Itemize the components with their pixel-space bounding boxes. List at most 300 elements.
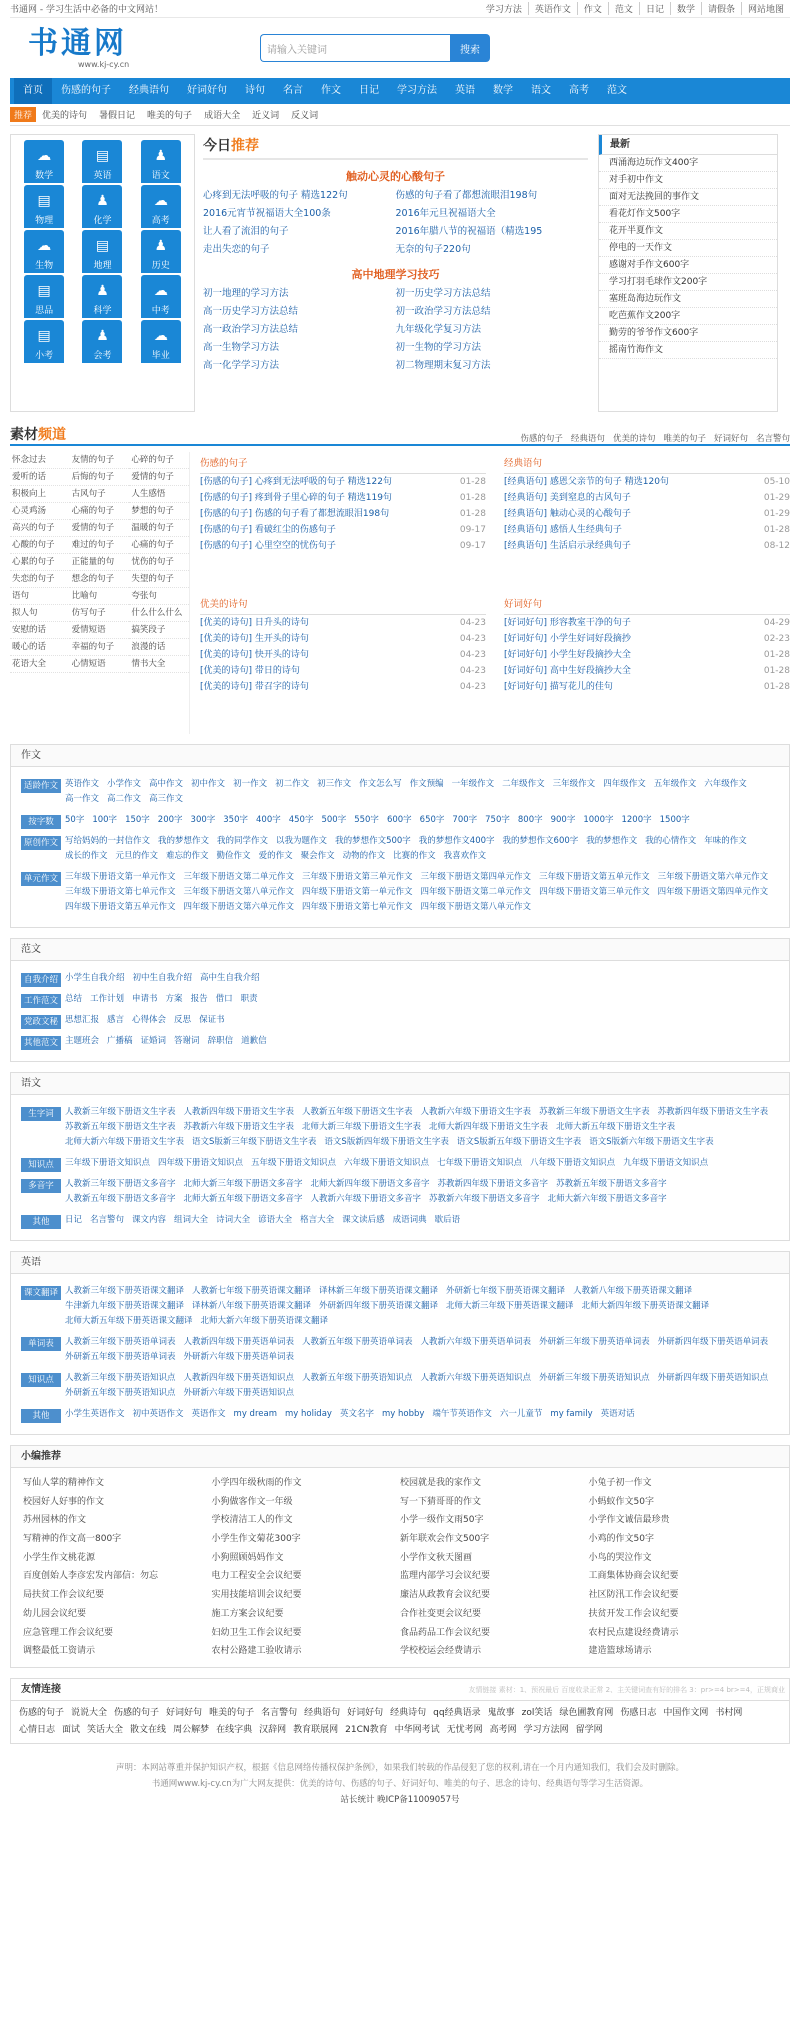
subject-tile[interactable]	[75, 319, 129, 364]
category-link[interactable]: 苏教新六年级下册语文多音字	[429, 1194, 540, 1204]
top-link[interactable]: 数学	[670, 2, 701, 15]
recommend-link[interactable]: 食品药品工作会议纪要	[400, 1627, 491, 1638]
category-link[interactable]: 四年级下册语文第七单元作文	[302, 902, 413, 912]
recommend-link[interactable]: 校园好人好事的作文	[23, 1496, 105, 1507]
category-link[interactable]: 组词大全	[174, 1215, 209, 1225]
word-link[interactable]: 失恋的句子	[10, 571, 70, 588]
category-link[interactable]: 作文预编	[409, 779, 444, 789]
nav-item[interactable]: 名言	[283, 85, 303, 96]
subject-tile[interactable]	[17, 184, 71, 229]
footer-icp[interactable]: 站长统计 晚ICP备11009057号	[340, 1794, 460, 1805]
category-link[interactable]: 小学作文	[107, 779, 142, 789]
category-link[interactable]: 初三作文	[317, 779, 352, 789]
category-link[interactable]: 一年级作文	[451, 779, 495, 789]
category-link[interactable]: 谚语大全	[258, 1215, 293, 1225]
category-link[interactable]: 100字	[92, 815, 118, 825]
word-link[interactable]: 温暖的句子	[129, 520, 189, 537]
category-link[interactable]: 成语词典	[392, 1215, 427, 1225]
today-link[interactable]: 走出失恋的句子	[203, 244, 270, 255]
recommend-link[interactable]: 校园就是我的家作文	[400, 1478, 482, 1488]
sub-nav-item[interactable]: 唯美的句子	[147, 111, 193, 121]
category-link[interactable]: 反思	[174, 1015, 192, 1025]
recommend-link[interactable]: 百度创始人李彦宏发内部信：勿忘	[23, 1571, 159, 1582]
today-link[interactable]: 心疼到无法呼吸的句子 精选122句	[203, 190, 348, 201]
category-link[interactable]: 人教新五年级下册英语单词表	[302, 1337, 413, 1347]
friend-link[interactable]: 学习方法网	[523, 1724, 569, 1735]
word-link[interactable]: 情书大全	[129, 656, 189, 673]
friend-link[interactable]: 绿色圃教育网	[559, 1707, 614, 1718]
category-tag[interactable]: 适龄作文	[21, 779, 61, 793]
category-tag[interactable]: 知识点	[21, 1373, 61, 1387]
nav-item[interactable]: 数学	[493, 85, 513, 96]
friend-link[interactable]: 伤感的句子	[114, 1707, 160, 1718]
today-heading-2[interactable]: 高中地理学习技巧	[351, 268, 440, 281]
category-tag[interactable]: 按字数	[21, 815, 61, 829]
category-link[interactable]: 苏教新三年级下册语文生字表	[539, 1107, 650, 1117]
subject-tile[interactable]	[75, 184, 129, 229]
today-link[interactable]: 高一化学学习方法	[203, 360, 280, 371]
category-link[interactable]: 英语作文	[191, 1409, 226, 1419]
category-tag[interactable]: 党政文秘	[21, 1015, 61, 1029]
friend-link[interactable]: 散文在线	[130, 1724, 167, 1735]
nav-item[interactable]: 伤感的句子	[61, 85, 111, 96]
material-link[interactable]: [伤感的句子] 心里空空的忧伤句子	[200, 541, 336, 551]
today-link[interactable]: 2016年腊八节的祝福语（精选195	[395, 226, 543, 237]
category-link[interactable]: 六年级下册语文知识点	[344, 1158, 430, 1168]
category-link[interactable]: 四年级下册语文第一单元作文	[302, 887, 413, 897]
category-link[interactable]: 人教新三年级下册英语知识点	[65, 1373, 176, 1383]
material-link[interactable]: [伤感的句子] 疼到骨子里心碎的句子 精选119句	[200, 493, 392, 503]
word-link[interactable]: 难过的句子	[70, 537, 130, 554]
category-link[interactable]: 聚会作文	[300, 851, 335, 861]
category-link[interactable]: 人教新四年级下册英语单词表	[183, 1337, 295, 1347]
category-link[interactable]: 200字	[157, 815, 183, 825]
subject-tile[interactable]	[17, 319, 71, 364]
word-link[interactable]: 夸张句	[129, 588, 189, 605]
category-link[interactable]: 人教新三年级下册英语课文翻译	[65, 1286, 185, 1296]
category-tag[interactable]: 其他	[21, 1409, 61, 1423]
category-link[interactable]: 人教新八年级下册英语课文翻译	[573, 1286, 693, 1296]
category-link[interactable]: 元旦的作文	[115, 851, 159, 861]
nav-item[interactable]: 日记	[359, 85, 379, 96]
category-link[interactable]: 苏教新六年级下册语文生字表	[183, 1122, 295, 1132]
category-link[interactable]: 1500字	[659, 815, 690, 825]
today-link[interactable]: 高一生物学习方法	[203, 342, 280, 353]
category-link[interactable]: 年味的作文	[704, 836, 747, 846]
category-link[interactable]: 人教新三年级下册语文多音字	[65, 1179, 176, 1189]
category-link[interactable]: 职责	[240, 994, 258, 1004]
top-link[interactable]: 学习方法	[485, 5, 522, 15]
friend-link[interactable]: 高考网	[489, 1724, 517, 1735]
today-link[interactable]: 2016元宵节祝福语大全100条	[203, 208, 331, 219]
recommend-link[interactable]: 小学四年级秋雨的作文	[211, 1478, 302, 1488]
recommend-link[interactable]: 小鸟的哭泣作文	[588, 1552, 652, 1563]
category-link[interactable]: 四年级下册语文知识点	[158, 1158, 244, 1168]
category-link[interactable]: 译林新三年级下册英语课文翻译	[319, 1286, 439, 1296]
category-link[interactable]: 以我为题作文	[276, 836, 328, 846]
recommend-link[interactable]: 应急管理工作会议纪要	[23, 1627, 114, 1638]
today-link[interactable]: 初一生物的学习方法	[395, 342, 482, 353]
category-link[interactable]: 证婚词	[140, 1036, 167, 1046]
category-link[interactable]: 人教新六年级下册语文多音字	[310, 1194, 422, 1204]
category-link[interactable]: 800字	[517, 815, 543, 825]
category-tag[interactable]: 课文翻译	[21, 1286, 61, 1300]
category-link[interactable]: 我的梦想作文600字	[502, 836, 579, 846]
material-block-title[interactable]: 经典语句	[504, 454, 790, 474]
category-link[interactable]: 北师大新六年级下册英语课文翻译	[200, 1316, 329, 1326]
category-link[interactable]: 三年级作文	[552, 779, 596, 789]
latest-item[interactable]: 花开半夏作文	[599, 223, 777, 240]
word-link[interactable]: 想念的句子	[70, 571, 130, 588]
category-link[interactable]: 北师大新五年级下册语文多音字	[183, 1194, 303, 1204]
recommend-link[interactable]: 小学作文诚信最珍贵	[588, 1515, 670, 1526]
recommend-link[interactable]: 苏州园林的作文	[23, 1515, 87, 1526]
category-link[interactable]: 格言大全	[300, 1215, 335, 1225]
category-link[interactable]: 900字	[550, 815, 576, 825]
material-link[interactable]: [经典语句] 生活启示录经典句子	[504, 541, 631, 551]
friend-link[interactable]: 无忧考网	[446, 1724, 483, 1735]
category-link[interactable]: 三年级下册语文第二单元作文	[183, 872, 295, 882]
category-link[interactable]: 小学生自我介绍	[65, 973, 125, 983]
friend-link[interactable]: 说说大全	[71, 1707, 108, 1718]
category-link[interactable]: 感言	[107, 1015, 125, 1025]
category-link[interactable]: 语文S版新四年级下册语文生字表	[324, 1137, 449, 1147]
material-link[interactable]: [优美的诗句] 生开头的诗句	[200, 634, 309, 644]
top-link[interactable]: 网站地图	[741, 2, 790, 15]
category-link[interactable]: 方案	[165, 994, 183, 1004]
category-link[interactable]: 初中生自我介绍	[132, 973, 193, 983]
word-link[interactable]: 心情短语	[70, 656, 130, 673]
category-link[interactable]: 外研新三年级下册英语知识点	[539, 1373, 650, 1383]
category-link[interactable]: 课文内容	[132, 1215, 167, 1225]
material-link[interactable]: [好词好句] 高中生好段摘抄大全	[504, 666, 631, 676]
friend-link[interactable]: 经典诗句	[390, 1707, 427, 1718]
subject-tile[interactable]	[134, 229, 188, 274]
word-link[interactable]: 暖心的话	[10, 639, 70, 656]
word-link[interactable]: 幸福的句子	[70, 639, 130, 656]
category-link[interactable]: 1000字	[583, 815, 614, 825]
material-link[interactable]: [优美的诗句] 快开头的诗句	[200, 650, 309, 660]
material-link[interactable]: 经典语句	[570, 434, 605, 444]
material-block-title[interactable]: 好词好句	[504, 595, 790, 615]
word-link[interactable]: 心酸的句子	[10, 537, 70, 554]
recommend-link[interactable]: 学校校运会经费请示	[400, 1646, 482, 1657]
subject-tile[interactable]	[17, 229, 71, 274]
category-tag[interactable]: 其他范文	[21, 1036, 61, 1050]
category-link[interactable]: 四年级下册语文第八单元作文	[420, 902, 532, 912]
today-link[interactable]: 初二物理期末复习方法	[395, 360, 491, 371]
today-link[interactable]: 伤感的句子看了都想流眼泪198句	[395, 190, 538, 201]
today-link[interactable]: 初一政治学习方法总结	[395, 306, 491, 317]
recommend-link[interactable]: 工商集体协商会议纪要	[588, 1571, 679, 1582]
word-link[interactable]: 怀念过去	[10, 452, 70, 469]
material-link[interactable]: [好词好句] 描写花儿的佳句	[504, 682, 613, 692]
material-link[interactable]: [优美的诗句] 日升头的诗句	[200, 618, 309, 628]
material-link[interactable]: [优美的诗句] 带召字的诗句	[200, 682, 309, 692]
recommend-link[interactable]: 实用技能培训会议纪要	[211, 1590, 302, 1601]
category-link[interactable]: 三年级下册语文第四单元作文	[420, 872, 532, 882]
category-link[interactable]: 三年级下册语文第三单元作文	[302, 872, 413, 882]
category-link[interactable]: 牛津新九年级下册英语课文翻译	[65, 1301, 185, 1311]
friend-link[interactable]: qq经典语录	[433, 1707, 481, 1718]
friend-link[interactable]: 伤感日志	[620, 1707, 657, 1718]
word-link[interactable]: 花语大全	[10, 656, 70, 673]
latest-item[interactable]: 面对无法挽回的事作文	[599, 189, 777, 206]
category-link[interactable]: 五年级作文	[653, 779, 697, 789]
category-link[interactable]: 英语对话	[600, 1409, 635, 1419]
friend-link[interactable]: 好词好句	[166, 1707, 203, 1718]
nav-item[interactable]: 作文	[321, 85, 341, 96]
material-link[interactable]: [好词好句] 小学生好段摘抄大全	[504, 650, 631, 660]
category-link[interactable]: 动物的作文	[342, 851, 386, 861]
sub-nav-item[interactable]: 暑假日记	[99, 111, 136, 121]
category-link[interactable]: 初中作文	[191, 779, 226, 789]
friend-link[interactable]: 中国作文网	[663, 1707, 709, 1718]
word-link[interactable]: 古风句子	[70, 486, 130, 503]
category-link[interactable]: 英文名字	[339, 1409, 374, 1419]
category-link[interactable]: 650字	[419, 815, 445, 825]
category-link[interactable]: 难忘的作文	[166, 851, 209, 861]
category-link[interactable]: 五年级下册语文知识点	[251, 1158, 337, 1168]
category-tag[interactable]: 单词表	[21, 1337, 61, 1351]
nav-item[interactable]: 经典语句	[129, 85, 169, 96]
category-link[interactable]: 勤俭作文	[216, 851, 251, 861]
category-link[interactable]: 三年级下册语文第五单元作文	[539, 872, 650, 882]
word-link[interactable]: 爱情的句子	[129, 469, 189, 486]
recommend-link[interactable]: 新年联欢会作文500字	[400, 1534, 490, 1545]
sub-nav-item[interactable]: 近义词	[252, 111, 280, 121]
category-link[interactable]: 作文怎么写	[359, 779, 402, 789]
word-link[interactable]: 浪漫的话	[129, 639, 189, 656]
subject-tile[interactable]	[17, 139, 71, 184]
word-link[interactable]: 人生感悟	[129, 486, 189, 503]
recommend-link[interactable]: 小学作文秋天图画	[400, 1552, 473, 1563]
material-link[interactable]: 唯美的句子	[663, 434, 706, 444]
material-link[interactable]: [优美的诗句] 带日的诗句	[200, 666, 300, 676]
category-link[interactable]: 三年级下册语文第一单元作文	[65, 872, 176, 882]
category-link[interactable]: my holiday	[284, 1409, 332, 1419]
category-link[interactable]: 报告	[190, 994, 208, 1004]
category-link[interactable]: 爱的作文	[258, 851, 293, 861]
search-button[interactable]: 搜索	[450, 34, 490, 62]
word-link[interactable]: 友情的句子	[70, 452, 130, 469]
category-link[interactable]: 人教新五年级下册语文生字表	[302, 1107, 413, 1117]
word-link[interactable]: 后悔的句子	[70, 469, 130, 486]
subject-tile[interactable]	[134, 319, 188, 364]
category-link[interactable]: 初二作文	[275, 779, 310, 789]
recommend-link[interactable]: 小狗照顾妈妈作文	[211, 1552, 284, 1563]
category-link[interactable]: 北师大新四年级下册语文多音字	[310, 1179, 430, 1189]
category-link[interactable]: 工作计划	[90, 994, 125, 1004]
category-link[interactable]: 人教新六年级下册英语单词表	[420, 1337, 532, 1347]
recommend-link[interactable]: 调整最低工资请示	[23, 1646, 96, 1657]
category-link[interactable]: 300字	[190, 815, 216, 825]
material-link[interactable]: 名言警句	[755, 434, 790, 444]
recommend-link[interactable]: 小学一级作文雨50字	[400, 1515, 484, 1526]
word-link[interactable]: 语句	[10, 588, 70, 605]
subject-tile[interactable]	[75, 229, 129, 274]
today-link[interactable]: 无奈的句子220句	[395, 244, 471, 255]
category-tag[interactable]: 原创作文	[21, 836, 61, 850]
category-link[interactable]: 语文S版新五年级下册语文生字表	[456, 1137, 582, 1147]
subject-tile[interactable]	[75, 139, 129, 184]
today-link[interactable]: 高一政治学习方法总结	[203, 324, 299, 335]
category-link[interactable]: 外研新四年级下册英语课文翻译	[319, 1301, 439, 1311]
recommend-link[interactable]: 农村公路建工验收请示	[211, 1646, 302, 1657]
category-link[interactable]: 高中生自我介绍	[200, 973, 260, 983]
friend-link[interactable]: 中华网考试	[394, 1724, 440, 1735]
category-tag[interactable]: 自我介绍	[21, 973, 61, 987]
word-link[interactable]: 什么什么什么	[129, 605, 189, 622]
friend-link[interactable]: 经典语句	[304, 1707, 341, 1718]
category-link[interactable]: 人教新六年级下册语文生字表	[420, 1107, 532, 1117]
category-link[interactable]: 1200字	[621, 815, 652, 825]
category-link[interactable]: 350字	[223, 815, 248, 825]
friend-link[interactable]: zol笑话	[521, 1707, 553, 1718]
category-link[interactable]: 主题班会	[65, 1036, 100, 1046]
category-link[interactable]: 外研新六年级下册英语单词表	[183, 1352, 295, 1362]
recommend-link[interactable]: 写仙人掌的精神作文	[23, 1478, 105, 1488]
latest-item[interactable]: 停电的一天作文	[599, 240, 777, 257]
category-link[interactable]: 苏教新四年级下册语文多音字	[437, 1179, 549, 1189]
nav-item[interactable]: 高考	[569, 85, 589, 96]
category-link[interactable]: 苏教新五年级下册语文生字表	[65, 1122, 176, 1132]
word-link[interactable]: 心累的句子	[10, 554, 70, 571]
category-link[interactable]: 日记	[65, 1215, 83, 1225]
subject-tile[interactable]	[134, 274, 188, 319]
category-link[interactable]: 450字	[288, 815, 314, 825]
category-link[interactable]: 600字	[386, 815, 412, 825]
category-link[interactable]: 我的梦想作文	[158, 836, 210, 846]
recommend-link[interactable]: 局扶贫工作会议纪要	[23, 1590, 105, 1601]
category-link[interactable]: 700字	[452, 815, 478, 825]
today-link[interactable]: 让人看了流泪的句子	[203, 226, 289, 237]
latest-item[interactable]: 摇南竹海作文	[599, 342, 777, 359]
category-link[interactable]: 北师大新六年级下册语文生字表	[65, 1137, 185, 1147]
category-link[interactable]: 外研新三年级下册英语单词表	[539, 1337, 650, 1347]
recommend-link[interactable]: 小鸡的作文50字	[588, 1534, 654, 1545]
category-link[interactable]: 我的梦想作文	[586, 836, 638, 846]
category-link[interactable]: 道歉信	[241, 1036, 267, 1046]
recommend-link[interactable]: 施工方案会议纪要	[211, 1608, 284, 1619]
today-link[interactable]: 高一历史学习方法总结	[203, 306, 299, 317]
word-link[interactable]: 忧伤的句子	[129, 554, 189, 571]
friend-link[interactable]: 21CN教育	[345, 1724, 388, 1735]
friend-link[interactable]: 唯美的句子	[209, 1707, 255, 1718]
nav-item[interactable]: 范文	[607, 85, 627, 96]
recommend-link[interactable]: 小学生作文桃花源	[23, 1552, 96, 1563]
word-link[interactable]: 心痛的句子	[129, 537, 189, 554]
category-link[interactable]: 人教新五年级下册英语知识点	[302, 1373, 413, 1383]
category-tag[interactable]: 工作范文	[21, 994, 61, 1008]
category-link[interactable]: my family	[550, 1409, 593, 1419]
latest-item[interactable]: 感谢对手作文600字	[599, 257, 777, 274]
category-link[interactable]: 译林新八年级下册英语课文翻译	[192, 1301, 312, 1311]
recommend-link[interactable]: 合作社变更会议纪要	[400, 1608, 482, 1619]
nav-item[interactable]: 首页	[14, 78, 52, 104]
category-link[interactable]: 歇后语	[434, 1215, 461, 1225]
category-link[interactable]: 我的心情作文	[645, 836, 697, 846]
category-link[interactable]: 思想汇报	[65, 1015, 100, 1025]
category-link[interactable]: 500字	[321, 815, 347, 825]
category-link[interactable]: 北师大新四年级下册英语课文翻译	[581, 1301, 710, 1311]
word-link[interactable]: 心痛的句子	[70, 503, 130, 520]
category-tag[interactable]: 单元作文	[21, 872, 61, 886]
word-link[interactable]: 心灵鸡汤	[10, 503, 70, 520]
category-link[interactable]: 六一儿童节	[499, 1409, 543, 1419]
word-link[interactable]: 高兴的句子	[10, 520, 70, 537]
category-link[interactable]: 我喜欢作文	[443, 851, 487, 861]
category-link[interactable]: 答谢词	[174, 1036, 200, 1046]
nav-item[interactable]: 诗句	[245, 85, 265, 96]
category-link[interactable]: 七年级下册语文知识点	[437, 1158, 523, 1168]
category-link[interactable]: 四年级下册语文第三单元作文	[539, 887, 650, 897]
category-link[interactable]: 400字	[256, 815, 281, 825]
category-link[interactable]: 二年级作文	[502, 779, 545, 789]
category-link[interactable]: 人教新五年级下册语文多音字	[65, 1194, 176, 1204]
category-link[interactable]: 150字	[125, 815, 150, 825]
category-link[interactable]: 四年级下册语文第四单元作文	[657, 887, 769, 897]
recommend-link[interactable]: 学校清洁工人的作文	[211, 1515, 293, 1526]
material-link[interactable]: [伤感的句子] 心疼到无法呼吸的句子 精选122句	[200, 477, 392, 487]
category-link[interactable]: 端午节英语作文	[432, 1409, 492, 1419]
category-link[interactable]: 我的梦想作文500字	[335, 836, 411, 846]
recommend-link[interactable]: 建造篮球场请示	[588, 1646, 652, 1657]
subject-tile[interactable]	[134, 139, 188, 184]
category-link[interactable]: 人教新六年级下册英语知识点	[420, 1373, 532, 1383]
category-link[interactable]: 人教新七年级下册英语课文翻译	[192, 1286, 312, 1296]
material-link[interactable]: [经典语句] 感悟人生经典句子	[504, 525, 622, 535]
category-link[interactable]: 北师大新五年级下册英语课文翻译	[65, 1316, 193, 1326]
recommend-link[interactable]: 写一下猜哥哥的作文	[400, 1496, 482, 1507]
category-link[interactable]: 苏教新四年级下册语文生字表	[657, 1107, 769, 1117]
material-link[interactable]: [经典语句] 感恩父亲节的句子 精选120句	[504, 477, 669, 487]
sub-nav-item[interactable]: 反义词	[291, 111, 319, 121]
category-link[interactable]: 人教新三年级下册语文生字表	[65, 1107, 176, 1117]
today-link[interactable]: 2016年元旦祝福语大全	[395, 208, 496, 219]
category-link[interactable]: 高三作文	[149, 794, 184, 804]
word-link[interactable]: 仿写句子	[70, 605, 130, 622]
category-link[interactable]: 我的梦想作文400字	[418, 836, 495, 846]
word-link[interactable]: 正能量的句	[70, 554, 130, 571]
friend-link[interactable]: 伤感的句子	[19, 1707, 65, 1718]
category-link[interactable]: 借口	[215, 994, 233, 1004]
latest-item[interactable]: 对手初中作文	[599, 172, 777, 189]
top-link[interactable]: 范文	[608, 2, 639, 15]
today-link[interactable]: 九年级化学复习方法	[395, 324, 482, 335]
category-tag[interactable]: 其他	[21, 1215, 61, 1229]
material-link[interactable]: 好词好句	[713, 434, 748, 444]
material-link[interactable]: 伤感的句子	[520, 434, 563, 444]
category-link[interactable]: 总结	[65, 994, 83, 1004]
sub-nav-item[interactable]: 优美的诗句	[42, 111, 88, 121]
friend-link[interactable]: 名言警句	[261, 1707, 298, 1718]
subject-tile[interactable]	[75, 274, 129, 319]
today-link[interactable]: 初一地理的学习方法	[203, 288, 289, 299]
category-link[interactable]: 外研新四年级下册英语单词表	[657, 1337, 769, 1347]
category-link[interactable]: 外研新五年级下册英语知识点	[65, 1388, 176, 1398]
category-link[interactable]: 北师大新三年级下册语文生字表	[302, 1122, 422, 1132]
category-link[interactable]: 三年级下册语文第六单元作文	[657, 872, 769, 882]
today-heading-1[interactable]: 触动心灵的心酸句子	[346, 170, 445, 183]
category-link[interactable]: 辞职信	[207, 1036, 234, 1046]
category-link[interactable]: 北师大新六年级下册语文多音字	[547, 1194, 667, 1204]
nav-item[interactable]: 英语	[455, 85, 475, 96]
latest-item[interactable]: 学习打羽毛球作文200字	[599, 274, 777, 291]
category-link[interactable]: 50字	[65, 815, 85, 825]
category-link[interactable]: my dream	[233, 1409, 277, 1419]
category-link[interactable]: 高一作文	[65, 794, 100, 804]
